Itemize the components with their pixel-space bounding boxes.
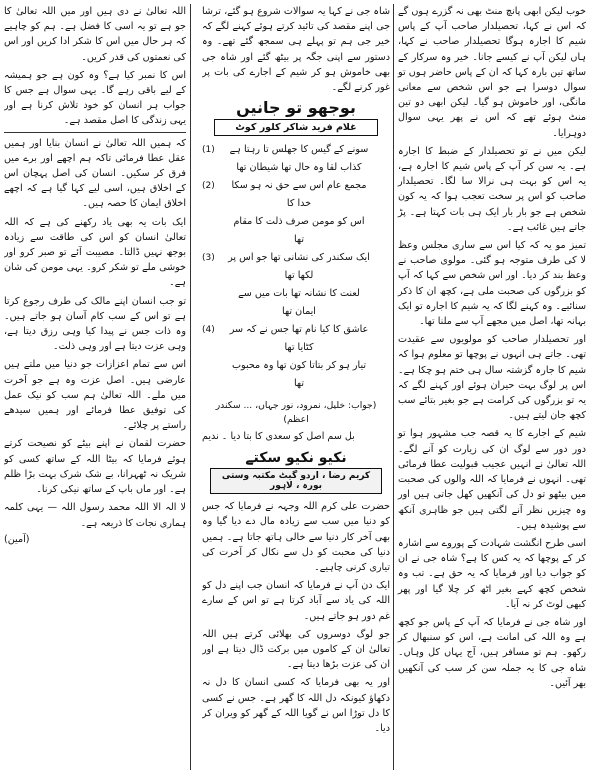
divider xyxy=(4,132,186,133)
article-paragraph: تمیز مو یہ کہ کیا اس سے ساری مجلس وعظ لا کی طرف متوجہ ہو گئی۔ مولوی صاحب نے وعظ بند کر دیا۔ اور اس شخص سے کہا کہ آپ کو بزرگوں کی صحبت ملی ہے، کچھ ان کا ذکر سنائیے۔ وہ کہنے لگا کہ یہ شیم کا اجارہ تو ایک بہانہ تھا، اصل میں مجھے آپ سے ملنا تھا۔ xyxy=(398,240,586,328)
article-paragraph: اللہ تعالیٰ نے دی ہیں اور میں اللہ تعالیٰ کا جو ہے تو یہ اسی کا فضل ہے۔ ہم کو چاہیے کہ ہر حال میں اس کا شکر ادا کریں اور اس کی نعمتوں کی قدر کریں۔ xyxy=(4,6,186,63)
article-paragraph: حضرت علی کرم اللہ وجہہ نے فرمایا کہ جس کو دنیا میں سب سے زیادہ مال دے دیا گیا وہ بھی آخر کار دنیا سے خالی ہاتھ جاتا ہے۔ ہمیں دنیا کی محبت کو دل سے نکال کر آخرت کی تیاری کرنی چاہیے۔ xyxy=(202,501,390,574)
verse-number: (2) xyxy=(202,181,215,192)
intro-paragraph: شاہ جی نے کہا یہ سوالات شروع ہو گئے، ترشا جی اپنے مقصد کی تائید کرتے ہوئے کہنے لگے کہ خیر جی ہم تو پہلے ہی سمجھ گئے تھے۔ وہ دستور سے اپنی جگہ پر بیٹھ گئے اور شاہ جی بھی خاموش ہو کر شیم کے اجارے کی بات پر غور کرنے لگے۔ xyxy=(202,6,390,94)
poem-verse xyxy=(202,357,390,393)
answer-note: (جواب: خلیل، نمرود، نور جہاں، ... سکندر اعظم) xyxy=(215,400,377,426)
article-paragraph: ایک بات یہ بھی یاد رکھنے کی ہے کہ اللہ تعالیٰ انسان کو اس کی طاقت سے زیادہ بوجھ نہیں ڈالتا۔ مصیبت آئے تو صبر کرو اور خوشی ملے تو شکر کرو۔ یہی مومن کی شان ہے۔ xyxy=(4,216,186,289)
poem-verse xyxy=(202,321,390,357)
article-paragraph: اور یہ بھی فرمایا کہ کسی انسان کا دل نہ دکھاؤ کیونکہ دل اللہ کا گھر ہے۔ جس نے کسی کا دل توڑا اس نے گویا اللہ کے گھر کو ویران کر دیا۔ xyxy=(202,677,390,735)
verse-number: (1) xyxy=(202,145,215,156)
verse-number: (3) xyxy=(202,253,215,264)
article-paragraph: ایک دن آپ نے فرمایا کہ انسان جب اپنے دل کو اللہ کی یاد سے آباد کرتا ہے تو اس کے سارے غم دور ہو جاتے ہیں۔ xyxy=(202,580,390,622)
article-paragraph: تو جب انسان اپنے مالک کی طرف رجوع کرتا ہے تو اس کے سب کام آسان ہو جاتے ہیں۔ وہ ذات جس نے پیدا کیا وہی رزق دیتا ہے، وہی عزت دیتا ہے اور وہی ذلت۔ xyxy=(4,295,186,353)
article-paragraph: کہ ہمیں اللہ تعالیٰ نے انسان بنایا اور ہمیں عقل عطا فرمائی تاکہ ہم اچھے اور برے میں فرق کر سکیں۔ انسان کی اصل پہچان اس کے اخلاق ہیں، اسی لیے کہا گیا ہے کہ اچھے اخلاق ایمان کا حصہ ہیں۔ xyxy=(4,137,186,210)
verse-text: کذاب لقا وہ حال تھا شیطان تھا xyxy=(236,162,362,174)
article-paragraph: جو لوگ دوسروں کی بھلائی کرتے ہیں اللہ تعالیٰ ان کے کاموں میں برکت ڈال دیتا ہے اور ان کی عزت بڑھا دیتا ہے۔ xyxy=(202,628,390,671)
section-byline: کریم رضا ، اردو گیٹ مکتبہ وستی بورہ ، لاہور xyxy=(210,468,382,494)
right-column xyxy=(393,4,586,770)
poem-verse xyxy=(202,141,390,159)
poem-verse xyxy=(202,249,390,285)
puzzle-byline: غلام فرید شاکر کلور کوٹ xyxy=(214,119,378,136)
closing-text: (آمین) xyxy=(4,533,30,545)
verse-text: عاشق کا کیا نام تھا جس نے کہ سر کٹایا تھا xyxy=(229,324,369,354)
puzzle-heading: بوجھو تو جانیں xyxy=(236,98,356,118)
poem-verse xyxy=(202,285,390,321)
verse-number: (4) xyxy=(202,325,215,336)
author-signature: بل سم اصل کو سعدی کا بتا دیا ۔ ندیم xyxy=(202,431,355,443)
article-paragraph: اس سے تمام اعزازات جو دنیا میں ملتے ہیں عارضی ہیں۔ اصل عزت وہ ہے جو آخرت میں ملے۔ اللہ تعالیٰ ہم سب کو نیک عمل کی توفیق عطا فرمائے اور ہمیں سیدھے راستے پر چلائے۔ xyxy=(4,359,186,432)
verse-text: اس کو مومن صرف ذلت کا مقام تھا xyxy=(233,216,365,246)
puzzle-poem xyxy=(202,141,390,393)
article-paragraph: لیکن میں نے تو تحصیلدار کے ضبط کا اجارہ ہے۔ یہ سن کر آپ کے پاس شیم کا اجارہ ہے، یہ اس کو بہت ہی نرالا سا لگا۔ تحصیلدار صاحب کو اس پر سخت تعجب ہوا کہ یہ کون شخص ہے جو بار بار ایک ہی بات کہتا ہے۔ پڑ جاتے ہیں غائب ہے۔ xyxy=(398,145,586,233)
verse-text: ایک سکندر کی نشانی تھا جو اس پر لکھا تھا xyxy=(228,252,370,282)
poem-verse xyxy=(202,177,390,213)
left-column xyxy=(4,4,191,770)
verse-text: مجمع عام اس سے حق نہ ہو سکا خدا کا xyxy=(231,180,367,210)
poem-verse xyxy=(202,159,390,177)
article-paragraph: خوب لیکن ابھی پانچ منٹ بھی نہ گزرے ہوں گے کہ اس نے کہا، تحصیلدار صاحب آپ کے پاس شیم کا اجارہ ہوگا تحصیلدار صاحب نے کہا، ہاں لیکن آپ نے کیسے جانا۔ خیر وہ سرکار کے ساتھ تین بارہ کہا کہ ان کے پاس حاضر ہوں تو سوال دوسرا ہے جو اس شخص سے معانی مانگی، اور خاموش ہو گیا۔ لیکن ابھی دو تین منٹ ہوئے تھے کہ اس نے پھر یہی سوال دوہرایا۔ xyxy=(398,6,586,139)
verse-text: لعنت کا نشانہ تھا بات میں سے ایمان تھا xyxy=(238,288,360,318)
article-paragraph: اور تحصیلدار صاحب کو مولویوں سے عقیدت تھی۔ جاتے ہی انہوں نے پوچھا تو معلوم ہوا کہ شیم کا جارہ گزشتہ سال ہی ختم ہو چکا ہے۔ اس پر لوگ بہت حیران ہوئے اور کہنے لگے کہ یہ تو بزرگوں کی کرامت ہے جو بغیر بتائے سب کچھ جان لیتے ہیں۔ xyxy=(398,334,586,422)
article-paragraph: اس کا نمبر کیا ہے؟ وہ کون ہے جو ہمیشہ کے لیے باقی رہے گا۔ یہی سوال ہے جس کا جواب ہر انسان کو خود تلاش کرنا ہے اور یہی زندگی کا اصل مقصد ہے۔ xyxy=(4,69,186,127)
middle-column xyxy=(202,4,390,770)
article-paragraph: حضرت لقمان نے اپنے بیٹے کو نصیحت کرتے ہوئے فرمایا کہ بیٹا اللہ کے ساتھ کسی کو شریک نہ ٹھہرانا، بے شک شرک بہت بڑا ظلم ہے۔ اور ماں باپ کے ساتھ نیکی کرنا۔ xyxy=(4,438,186,496)
article-paragraph: لا الہ الا اللہ محمد رسول اللہ — یہی کلمہ ہماری نجات کا ذریعہ ہے۔ xyxy=(4,502,186,529)
verse-text: تیار ہو کر بتاتا کون تھا وہ محبوب تھا xyxy=(231,360,367,390)
poem-verse xyxy=(202,213,390,249)
article-paragraph: اور شاہ جی نے فرمایا کہ آپ کے پاس جو کچھ ہے وہ اللہ کی امانت ہے، اس کو سنبھال کر رکھو۔ ہم تو مسافر ہیں، آج یہاں کل وہاں۔ شاہ جی کا یہ جملہ سن کر سب کی آنکھیں بھر آئیں۔ xyxy=(398,616,586,689)
section-heading: نکیو نکیو سکتے xyxy=(245,450,347,467)
article-paragraph: اسی طرح انگشت شہادت کے پوروے سے اشارہ کر کے پوچھا کہ یہ کس کا ہے؟ شاہ جی نے ان کو جواب دیا اور فرمایا کہ یہ حق ہے۔ تب وہ شخص کچھ کہے بغیر اٹھ کر چلا گیا اور پھر کبھی لوٹ کر نہ آیا۔ xyxy=(398,537,586,610)
article-paragraph: شیم کے اجارے کا یہ قصہ جب مشہور ہوا تو دور دور سے لوگ ان کی زیارت کو آنے لگے۔ اللہ تعالیٰ نے انہیں عجیب قبولیت عطا فرمائی تھی۔ انہوں نے فرمایا کہ اللہ والوں کی صحبت میں بیٹھو تو دل کی آنکھیں کھل جاتی ہیں اور وہ چیزیں نظر آنے لگتی ہیں جو ظاہری آنکھ سے پوشیدہ ہیں۔ xyxy=(398,428,586,531)
verse-text: سونے کے گیس کا جھلس تا رہتا ہے xyxy=(229,144,369,156)
